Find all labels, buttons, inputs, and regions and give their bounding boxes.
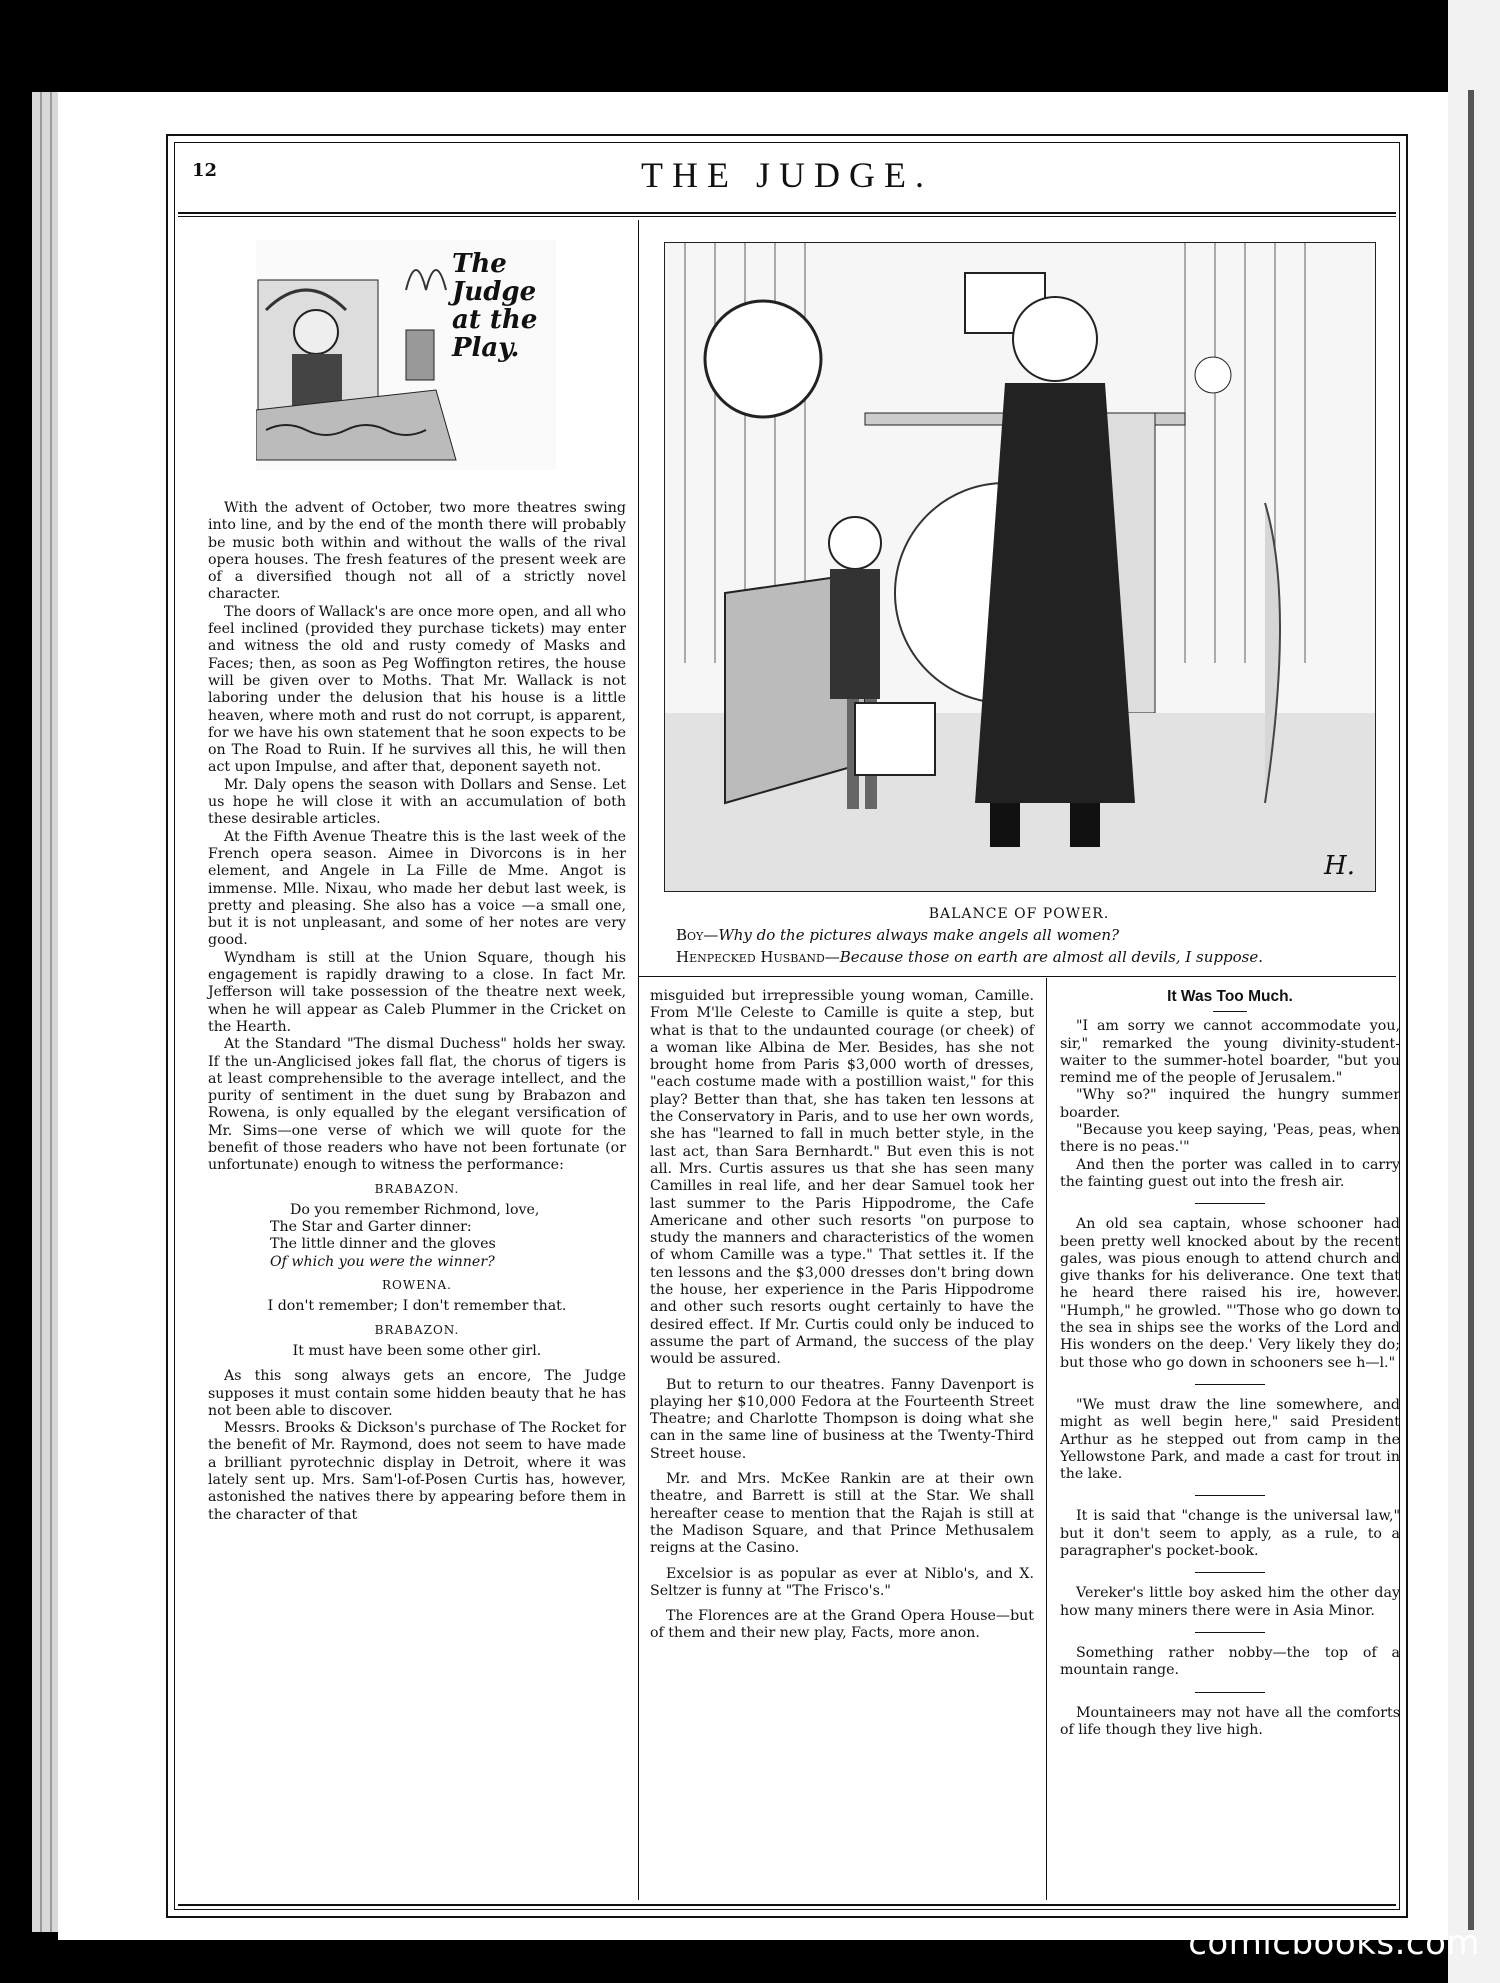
quoted-verse — [208, 1181, 626, 1361]
paragraph: Mountaineers may not have all the comforts of life though they live high. — [1060, 1704, 1400, 1738]
caption-rule — [638, 976, 1396, 977]
verse-speaker: BRABAZON. — [374, 1181, 460, 1196]
paragraph: Something rather nobby—the top of a mountain range. — [1060, 1644, 1400, 1679]
paragraph: Wyndham is still at the Union Square, though his engagement is rapidly drawing to a close. In fact Mr. Jefferson will take possession of the theatre next week, when he will appear as Caleb Plummer in the Cricket on the Hearth. — [208, 949, 626, 1035]
paragraph: But to return to our theatres. Fanny Davenport is playing her $10,000 Fedora at the Fourteenth Street Theatre; and Charlotte Thompson is doing what she can in the same line of business at the Twenty-Third Street house. — [650, 1376, 1034, 1462]
paragraph: "We must draw the line somewhere, and might as well begin here," said President Arthur as he stepped out from camp in the Yellowstone Park, and made a cast for trout in the lake. — [1060, 1396, 1400, 1483]
column-3 — [1060, 988, 1400, 1739]
verse-line: Of which you were the winner? — [270, 1253, 495, 1270]
judge-at-play-logo-text: The Judge at the Play. — [452, 249, 538, 363]
paragraph: And then the porter was called in to carry the fainting guest out into the fresh air. — [1060, 1156, 1400, 1190]
artist-signature: H. — [1324, 851, 1355, 881]
judge-at-play-illustration — [256, 240, 556, 470]
magazine-page — [58, 92, 1448, 1940]
paragraph: The doors of Wallack's are once more open, and all who feel inclined (provided they purchase tickets) may enter and witness the old and rusty comedy of Masks and Faces; then, as soon as Peg Woffington retires, the house will be given over to Moths. That Mr. Wallack is not laboring under the delusion that his house is a little heaven, where moth and rust do not corrupt, is apparent, for we have his own statement that he soon expects to be on The Road to Ruin. If he survives all this, he will then act upon Impulse, and after that, deponent sayeth not. — [208, 603, 626, 776]
paragraph: Mr. and Mrs. McKee Rankin are at their own theatre, and Barrett is still at the Star. We shall hereafter cease to mention that the Rajah is still at the Madison Square, and that Prince Methusalem reigns at the Casino. — [650, 1471, 1034, 1557]
next-page-edge — [1448, 0, 1500, 1983]
paragraph: misguided but irrepressible young woman, Camille. From M'lle Celeste to Camille is quite a step, but what is that to the undaunted courage (or cheek) of a woman like Albina de Mer. Besides, has she not brought home from Paris $3,000 worth of dresses, "each costume made with a postillion waist," for this play? Better than that, she has taken ten lessons at the Conservatory in Paris, and to use her own words, she has "learned to fall in much better style, in the last act, than Sara Bernhardt." But even this is not all. Mrs. Curtis assures us that she has seen many Camilles in real life, and her dear Samuel took her last summer to the Paris Hippodrome, the Cafe Americane and other such resorts "on purpose to study the manners and characteristics of the women of whom Camille was a type." That settles it. If the ten lessons and the $3,000 dresses don't bring down the house, her experience in the Paris Hippodrome and other such resorts ought certainly to have the desired effect. If Mr. Curtis could only be induced to assume the part of Armand, the success of the play would be assured. — [650, 988, 1034, 1368]
column-2 — [650, 988, 1034, 1643]
article-title: It Was Too Much. — [1167, 988, 1293, 1005]
verse-speaker: ROWENA. — [382, 1278, 452, 1293]
cartoon-caption-husband: Henpecked Husband—Because those on earth are almost all devils, I suppose. — [676, 948, 1263, 966]
verse-line: The little dinner and the gloves — [270, 1236, 496, 1253]
paragraph: The Florences are at the Grand Opera House—but of them and their new play, Facts, more anon. — [650, 1608, 1034, 1642]
verse-line: It must have been some other girl. — [292, 1342, 542, 1359]
page-frame — [166, 134, 1408, 1918]
paragraph: "Because you keep saying, 'Peas, peas, when there is no peas.'" — [1060, 1122, 1400, 1156]
masthead-rule — [178, 212, 1396, 214]
verse-line: The Star and Garter dinner: — [270, 1219, 472, 1236]
paragraph: Vereker's little boy asked him the other day how many miners there were in Asia Minor. — [1060, 1585, 1400, 1619]
verse-line: I don't remember; I don't remember that. — [267, 1298, 567, 1315]
paragraph: At the Fifth Avenue Theatre this is the last week of the French opera season. Aimee in Divorcons is in her element, and Angele in La Fille de Mme. Angot is immense. Mlle. Nixau, who made her debut last week, is pretty and pleasing. She also has a voice —a small one, but it is not unpleasant, and some of her notes are very good. — [208, 828, 626, 949]
paragraph: "Why so?" inquired the hungry summer boarder. — [1060, 1087, 1400, 1121]
paragraph: An old sea captain, whose schooner had been pretty well knocked about by the recent gales, was pious enough to attend church and give thanks for his deliverance. One text that he heard there raised his ire, however. "Humph," he growled. "'Those who go down to the sea in ships see the works of the Lord and His wonders on the deep.' Very likely they do; but those who go down in schooners see h—l." — [1060, 1216, 1400, 1371]
paragraph: With the advent of October, two more theatres swing into line, and by the end of the month there will probably be music both within and without the walls of the rival opera houses. The fresh features of the present week are of a diversified though not all of a strictly novel character. — [208, 500, 626, 603]
paragraph: As this song always gets an encore, The Judge supposes it must contain some hidden beauty that he has not been able to discover. — [208, 1368, 626, 1419]
bottom-rule — [178, 1904, 1396, 1906]
paragraph: It is said that "change is the universal law," but it don't seem to apply, as a rule, to a paragrapher's pocket-book. — [1060, 1508, 1400, 1560]
verse-speaker: BRABAZON. — [374, 1322, 460, 1337]
paragraph: "I am sorry we cannot accommodate you, sir," remarked the young divinity-student-waiter to the summer-hotel boarder, "but you remind me of the people of Jerusalem." — [1060, 1018, 1400, 1087]
paragraph: At the Standard "The dismal Duchess" holds her sway. If the un-Anglicised jokes fall flat, the chorus of tigers is at least comprehensible to the average intellect, and the purity of sentiment in the duet sung by Brabazon and Rowena, is only equalled by the elegant versification of Mr. Sims—one verse of which we will quote for the benefit of those readers who have not been fortunate (or unfortunate) enough to witness the performance: — [208, 1036, 626, 1174]
paragraph: Mr. Daly opens the season with Dollars and Sense. Let us hope he will close it with an accumulation of both these desirable articles. — [208, 776, 626, 828]
verse-line: Do you remember Richmond, love, — [290, 1201, 540, 1218]
balance-of-power-cartoon — [664, 242, 1376, 892]
cartoon-title: BALANCE OF POWER. — [928, 906, 1110, 922]
site-watermark: comicbooks.com — [1188, 1923, 1480, 1963]
cartoon-caption-boy: Boy—Why do the pictures always make angels all women? — [676, 926, 1120, 944]
column-1 — [208, 500, 626, 1524]
paragraph: Messrs. Brooks & Dickson's purchase of The Rocket for the benefit of Mr. Raymond, does not seem to have made a brilliant pyrotechnic display in Detroit, where it was lately sent up. Mrs. Sam'l-of-Posen Curtis has, however, astonished the natives there by appearing before them in the character of that — [208, 1420, 626, 1523]
page-number: 12 — [192, 160, 218, 181]
paragraph: Excelsior is as popular as ever at Niblo's, and X. Seltzer is funny at "The Frisco's." — [650, 1565, 1034, 1599]
column-divider-1 — [638, 220, 639, 1900]
column-divider-2 — [1046, 978, 1047, 1900]
masthead: THE JUDGE. — [641, 155, 933, 195]
